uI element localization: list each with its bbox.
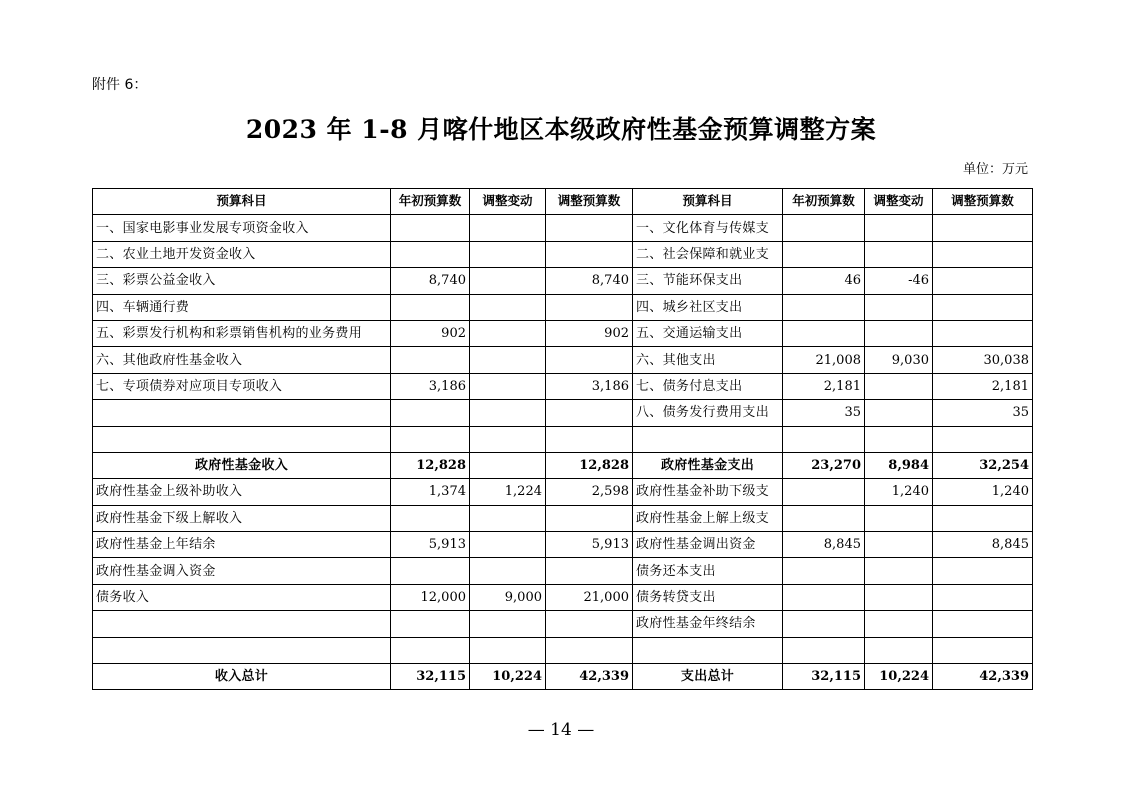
table-row (93, 373, 1033, 399)
cell-income-initial: 1,374 (391, 479, 470, 505)
cell-income-change: 9,000 (470, 584, 546, 610)
cell-expense-initial (783, 584, 865, 610)
cell-income-item: 七、专项债券对应项目专项收入 (93, 373, 391, 399)
cell-income-initial: 3,186 (391, 373, 470, 399)
cell-income-initial: 5,913 (391, 532, 470, 558)
cell-expense-adjusted (933, 611, 1033, 637)
cell-expense-item: 支出总计 (633, 664, 783, 690)
cell-income-item (93, 426, 391, 452)
cell-expense-item: 一、文化体育与传媒支 (633, 215, 783, 241)
cell-income-change (470, 347, 546, 373)
cell-expense-initial (783, 215, 865, 241)
table-row (93, 400, 1033, 426)
cell-expense-adjusted: 1,240 (933, 479, 1033, 505)
cell-expense-item (633, 637, 783, 663)
cell-expense-initial: 8,845 (783, 532, 865, 558)
cell-expense-adjusted (933, 268, 1033, 294)
cell-expense-change (865, 426, 933, 452)
cell-expense-adjusted: 8,845 (933, 532, 1033, 558)
cell-income-change (470, 637, 546, 663)
cell-expense-initial (783, 241, 865, 267)
cell-income-adjusted (546, 215, 633, 241)
cell-expense-adjusted (933, 584, 1033, 610)
table-row (93, 532, 1033, 558)
cell-income-initial (391, 637, 470, 663)
cell-expense-item: 政府性基金上解上级支 (633, 505, 783, 531)
cell-expense-initial (783, 320, 865, 346)
cell-income-initial: 12,828 (391, 452, 470, 478)
cell-income-item: 政府性基金下级上解收入 (93, 505, 391, 531)
cell-expense-change (865, 320, 933, 346)
cell-income-initial (391, 215, 470, 241)
table-header-row (93, 189, 1033, 215)
cell-expense-item: 四、城乡社区支出 (633, 294, 783, 320)
cell-income-item: 政府性基金上年结余 (93, 532, 391, 558)
cell-income-initial (391, 294, 470, 320)
cell-expense-item: 债务还本支出 (633, 558, 783, 584)
cell-income-adjusted: 3,186 (546, 373, 633, 399)
table-total-row (93, 664, 1033, 690)
cell-expense-initial (783, 505, 865, 531)
table-row (93, 558, 1033, 584)
cell-expense-adjusted (933, 241, 1033, 267)
cell-income-change (470, 241, 546, 267)
cell-income-change (470, 611, 546, 637)
cell-expense-adjusted: 42,339 (933, 664, 1033, 690)
table-row (93, 347, 1033, 373)
cell-expense-initial: 23,270 (783, 452, 865, 478)
cell-expense-change (865, 637, 933, 663)
cell-expense-initial (783, 294, 865, 320)
cell-income-adjusted (546, 241, 633, 267)
attachment-label: 附件 6： (92, 77, 148, 93)
cell-income-item: 政府性基金收入 (93, 452, 391, 478)
table-row (93, 637, 1033, 663)
cell-income-adjusted: 21,000 (546, 584, 633, 610)
cell-expense-initial: 2,181 (783, 373, 865, 399)
cell-expense-initial (783, 426, 865, 452)
cell-expense-adjusted (933, 294, 1033, 320)
column-header-income-initial: 年初预算数 (391, 189, 470, 215)
cell-income-change (470, 505, 546, 531)
cell-income-adjusted (546, 426, 633, 452)
cell-expense-adjusted (933, 320, 1033, 346)
cell-income-item: 六、其他政府性基金收入 (93, 347, 391, 373)
cell-income-adjusted (546, 611, 633, 637)
cell-income-adjusted: 902 (546, 320, 633, 346)
cell-income-change (470, 373, 546, 399)
cell-expense-change (865, 294, 933, 320)
cell-income-item: 政府性基金调入资金 (93, 558, 391, 584)
cell-expense-item: 政府性基金补助下级支 (633, 479, 783, 505)
cell-expense-change (865, 584, 933, 610)
cell-expense-change (865, 505, 933, 531)
cell-income-change (470, 558, 546, 584)
cell-income-change (470, 320, 546, 346)
column-header-income-change: 调整变动 (470, 189, 546, 215)
cell-expense-change: 9,030 (865, 347, 933, 373)
cell-expense-initial: 32,115 (783, 664, 865, 690)
cell-expense-item: 八、债务发行费用支出 (633, 400, 783, 426)
cell-income-change: 10,224 (470, 664, 546, 690)
cell-income-item (93, 400, 391, 426)
cell-income-initial (391, 347, 470, 373)
unit-label: 单位：万元 (962, 162, 1028, 177)
cell-expense-initial: 21,008 (783, 347, 865, 373)
cell-income-initial (391, 426, 470, 452)
cell-income-change (470, 294, 546, 320)
cell-expense-item: 政府性基金调出资金 (633, 532, 783, 558)
table-row (93, 241, 1033, 267)
cell-income-initial: 32,115 (391, 664, 470, 690)
cell-expense-adjusted: 30,038 (933, 347, 1033, 373)
page-title: 2023 年 1-8 月喀什地区本级政府性基金预算调整方案 (245, 115, 877, 144)
cell-expense-item (633, 426, 783, 452)
cell-expense-item: 六、其他支出 (633, 347, 783, 373)
cell-income-adjusted: 12,828 (546, 452, 633, 478)
table-row (93, 479, 1033, 505)
column-header-expense-change: 调整变动 (865, 189, 933, 215)
cell-expense-change (865, 373, 933, 399)
cell-expense-initial (783, 479, 865, 505)
cell-income-adjusted: 5,913 (546, 532, 633, 558)
cell-expense-item: 政府性基金支出 (633, 452, 783, 478)
table-row (93, 426, 1033, 452)
cell-income-adjusted (546, 558, 633, 584)
cell-expense-adjusted (933, 637, 1033, 663)
cell-income-item: 三、彩票公益金收入 (93, 268, 391, 294)
budget-table (92, 188, 1033, 690)
column-header-expense-initial: 年初预算数 (783, 189, 865, 215)
cell-income-adjusted: 8,740 (546, 268, 633, 294)
cell-income-change (470, 452, 546, 478)
cell-income-adjusted: 2,598 (546, 479, 633, 505)
cell-income-initial (391, 400, 470, 426)
cell-income-item (93, 611, 391, 637)
table-row (93, 294, 1033, 320)
cell-income-initial: 8,740 (391, 268, 470, 294)
table-row (93, 215, 1033, 241)
cell-expense-change (865, 532, 933, 558)
cell-expense-change: 1,240 (865, 479, 933, 505)
cell-expense-item: 三、节能环保支出 (633, 268, 783, 294)
cell-expense-initial: 46 (783, 268, 865, 294)
cell-expense-adjusted: 32,254 (933, 452, 1033, 478)
cell-income-adjusted (546, 347, 633, 373)
cell-expense-change (865, 558, 933, 584)
cell-expense-initial (783, 637, 865, 663)
cell-expense-change: 8,984 (865, 452, 933, 478)
cell-expense-item: 二、社会保障和就业支 (633, 241, 783, 267)
cell-income-change (470, 426, 546, 452)
cell-income-item: 收入总计 (93, 664, 391, 690)
cell-income-change (470, 400, 546, 426)
cell-income-item: 债务收入 (93, 584, 391, 610)
page-number: — 14 — (527, 720, 595, 740)
cell-expense-change (865, 241, 933, 267)
cell-income-adjusted (546, 294, 633, 320)
cell-income-item: 一、国家电影事业发展专项资金收入 (93, 215, 391, 241)
cell-expense-item: 债务转贷支出 (633, 584, 783, 610)
cell-expense-change (865, 400, 933, 426)
cell-income-initial (391, 558, 470, 584)
cell-expense-initial (783, 558, 865, 584)
cell-expense-change (865, 611, 933, 637)
cell-expense-adjusted: 35 (933, 400, 1033, 426)
table-row (93, 320, 1033, 346)
column-header-expense-adjusted: 调整预算数 (933, 189, 1033, 215)
cell-income-initial: 12,000 (391, 584, 470, 610)
table-row (93, 505, 1033, 531)
cell-expense-item: 七、债务付息支出 (633, 373, 783, 399)
cell-expense-adjusted (933, 215, 1033, 241)
cell-expense-item: 五、交通运输支出 (633, 320, 783, 346)
cell-income-adjusted (546, 637, 633, 663)
cell-expense-initial: 35 (783, 400, 865, 426)
table-row (93, 268, 1033, 294)
cell-income-change (470, 532, 546, 558)
cell-expense-adjusted: 2,181 (933, 373, 1033, 399)
cell-expense-change: 10,224 (865, 664, 933, 690)
cell-income-item (93, 637, 391, 663)
column-header-income-adjusted: 调整预算数 (546, 189, 633, 215)
cell-expense-adjusted (933, 558, 1033, 584)
cell-income-item: 四、车辆通行费 (93, 294, 391, 320)
cell-income-item: 政府性基金上级补助收入 (93, 479, 391, 505)
cell-income-item: 二、农业土地开发资金收入 (93, 241, 391, 267)
cell-expense-item: 政府性基金年终结余 (633, 611, 783, 637)
column-header-expense-item: 预算科目 (633, 189, 783, 215)
column-header-income-item: 预算科目 (93, 189, 391, 215)
cell-expense-initial (783, 611, 865, 637)
cell-income-initial (391, 611, 470, 637)
cell-income-initial: 902 (391, 320, 470, 346)
cell-income-change: 1,224 (470, 479, 546, 505)
cell-expense-change: -46 (865, 268, 933, 294)
cell-income-adjusted (546, 505, 633, 531)
table-row (93, 611, 1033, 637)
table-total-row (93, 452, 1033, 478)
cell-income-item: 五、彩票发行机构和彩票销售机构的业务费用 (93, 320, 391, 346)
cell-expense-adjusted (933, 426, 1033, 452)
cell-income-adjusted (546, 400, 633, 426)
cell-income-change (470, 215, 546, 241)
cell-income-change (470, 268, 546, 294)
table-row (93, 584, 1033, 610)
cell-expense-change (865, 215, 933, 241)
cell-income-initial (391, 505, 470, 531)
cell-expense-adjusted (933, 505, 1033, 531)
cell-income-initial (391, 241, 470, 267)
cell-income-adjusted: 42,339 (546, 664, 633, 690)
